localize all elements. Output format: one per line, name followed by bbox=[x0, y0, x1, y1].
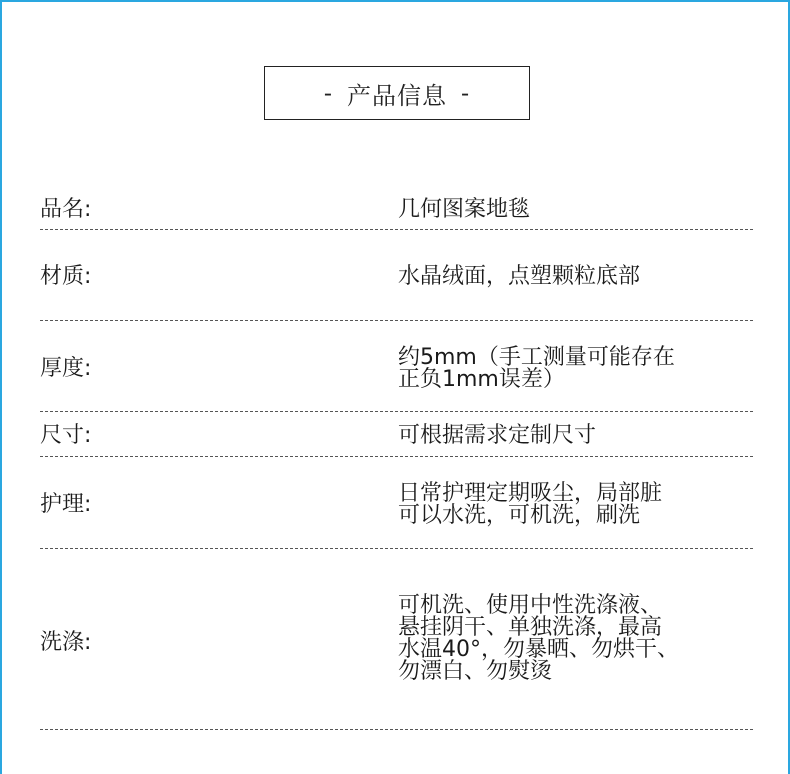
spec-label: 厚度: bbox=[40, 356, 92, 381]
spec-label: 材质: bbox=[40, 264, 92, 289]
spec-value: 水晶绒面，点塑颗粒底部 bbox=[398, 264, 641, 289]
section-title-box bbox=[264, 66, 530, 120]
spec-value: 日常护理定期吸尘，局部脏 可以水洗，可机洗，刷洗 bbox=[398, 481, 663, 528]
spec-label: 尺寸: bbox=[40, 423, 92, 448]
spec-value: 几何图案地毯 bbox=[398, 197, 531, 222]
spec-row-name bbox=[40, 182, 753, 230]
spec-row-size bbox=[40, 412, 753, 457]
spec-label: 护理: bbox=[40, 492, 92, 517]
spec-row-washing bbox=[40, 549, 753, 730]
spec-row-care bbox=[40, 457, 753, 549]
section-title: 产品信息 bbox=[347, 81, 447, 110]
title-left-dash: - bbox=[323, 79, 333, 107]
spec-row-thickness bbox=[40, 321, 753, 412]
spec-value: 可机洗、使用中性洗涤液、 悬挂阴干、单独洗涤，最高 水温40°，勿暴晒、勿烘干、 勿漂白、勿熨烫 bbox=[398, 593, 679, 684]
spec-label: 品名: bbox=[40, 197, 92, 222]
spec-label: 洗涤: bbox=[40, 630, 92, 655]
spec-value: 约5mm（手工测量可能存在 正负1mm误差） bbox=[398, 345, 675, 392]
title-right-dash: - bbox=[461, 79, 471, 107]
spec-row-material bbox=[40, 230, 753, 321]
spec-value: 可根据需求定制尺寸 bbox=[398, 423, 597, 448]
